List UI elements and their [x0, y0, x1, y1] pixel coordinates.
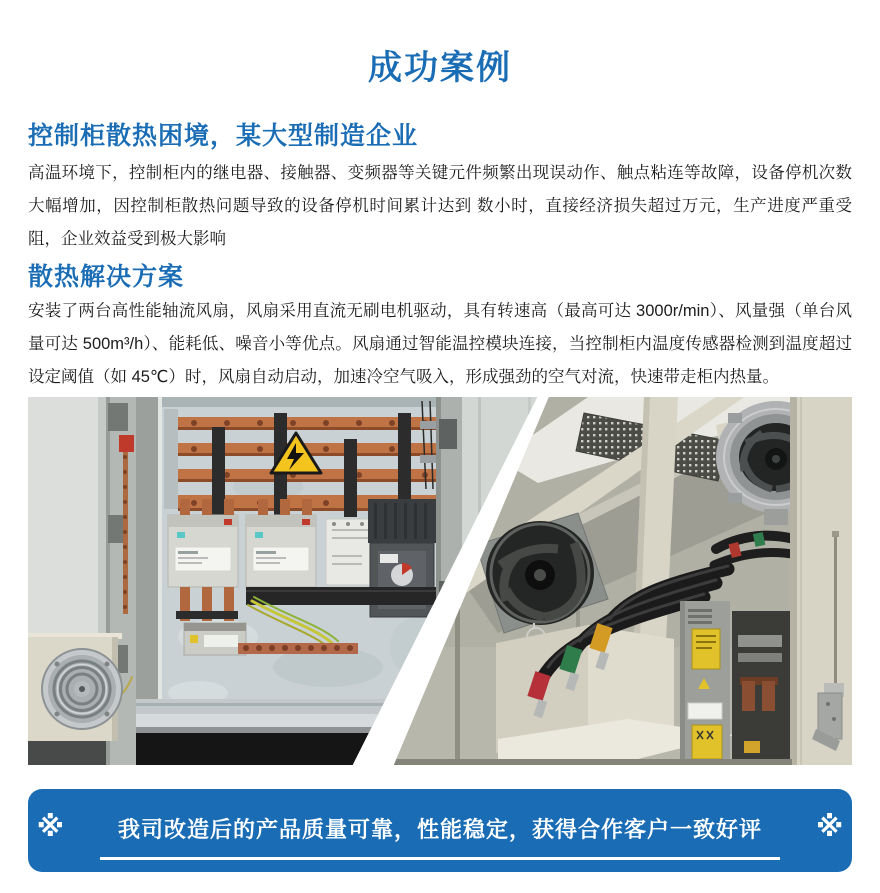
- section-heading-problem: 控制柜散热困境，某大型制造企业: [28, 122, 419, 150]
- section-heading-solution: 散热解决方案: [28, 263, 185, 291]
- paragraph-solution: 安装了两台高性能轴流风扇，风扇采用直流无刷电机驱动，具有转速高（最高可达 3000r/min）、风量强（单台风量可达 500m³/h）、能耗低、噪音小等优点。风扇通过智能温控模块连接，当控制柜内温度传感器检测到温度超过设定阈值（如 45℃）时，风扇自动启动，加速冷空气吸入，形成强劲的空气对流，快速带走柜内热量。: [28, 302, 852, 386]
- case-photos: [28, 397, 852, 765]
- filter-fan-icon: [28, 633, 122, 741]
- reference-mark-right-icon: ※: [816, 811, 844, 842]
- paragraph-problem: 高温环境下，控制柜内的继电器、接触器、变频器等关键元件频繁出现误动作、触点粘连等故障，设备停机次数大幅增加，因控制柜散热问题导致的设备停机时间累计达到 数小时，直接经济损失超过万元，生产进度严重受阻，企业效益受到极大影响: [28, 164, 852, 248]
- banner-text: 我司改造后的产品质量可靠，性能稳定，获得合作客户一致好评: [100, 813, 780, 860]
- quality-banner: [28, 789, 852, 872]
- reference-mark-left-icon: ※: [36, 811, 64, 842]
- power-unit: [680, 601, 730, 765]
- contactor-1: [168, 515, 238, 587]
- page-title: 成功案例: [368, 49, 512, 87]
- contactor-2: [246, 515, 316, 587]
